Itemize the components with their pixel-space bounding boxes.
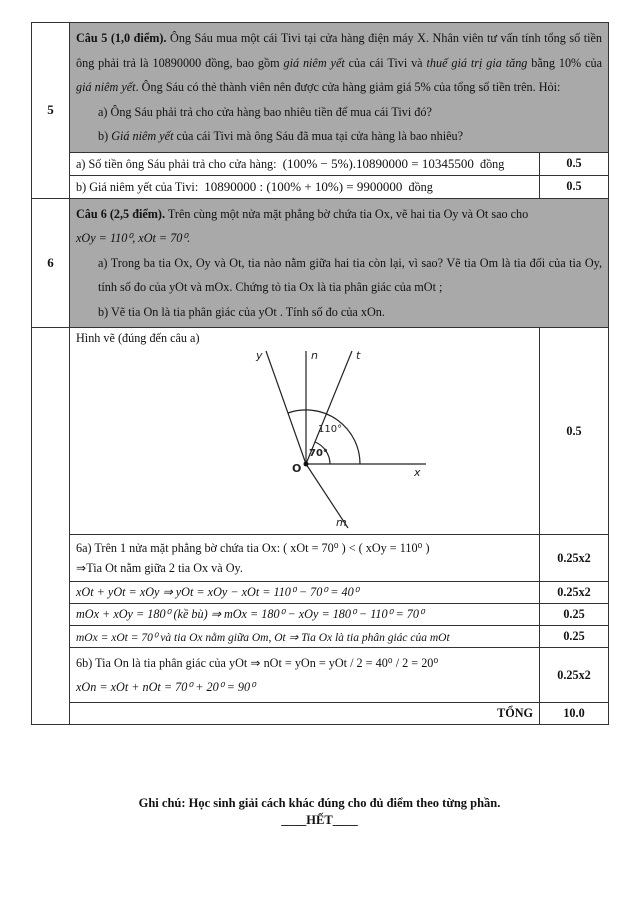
q5-answer-a-row (32, 152, 609, 175)
angle-diagram (156, 346, 456, 531)
label-o: O (292, 462, 302, 475)
q6-figure-row (32, 328, 609, 535)
q6-step1-points: 0.25x2 (540, 535, 609, 582)
angle-figure (76, 346, 533, 531)
total-value: 10.0 (540, 703, 609, 725)
label-x: x (414, 466, 421, 479)
footnote: Ghi chú: Học sinh giải cách khác đúng cho đủ điểm theo từng phần. (138, 796, 501, 810)
q6-step4: mOx = xOt = 70⁰ và tia Ox nằm giữa Om, Ot ⇒ Tia Ox là tia phân giác của mOt (70, 626, 540, 648)
q5-answer-a: a) Số tiền ông Sáu phải trả cho cửa hàng: (100% − 5%).10890000 = 10345500 đồng (70, 152, 540, 175)
q6-step4-points: 0.25 (540, 626, 609, 648)
q5-heading: Câu 5 (1,0 điểm). (76, 31, 167, 45)
q5-part-a: a) Ông Sáu phải trả cho cửa hàng bao nhiêu tiền để mua cái Tivi đó? (98, 104, 432, 119)
q6-step2-points: 0.25x2 (540, 582, 609, 604)
end-marker: ____HẾT____ (281, 813, 358, 827)
q6-step5-points: 0.25x2 (540, 648, 609, 703)
label-110: 110° (318, 424, 343, 435)
label-y: y (256, 349, 263, 362)
q6-step5-row (32, 648, 609, 703)
q6-text: Câu 6 (2,5 điểm). Trên cùng một nửa mặt phẳng bờ chứa tia Ox, vẽ hai tia Oy và Ot sao cho xOy = 110⁰, xOt = 70⁰. a) Trong ba tia Ox, Oy và Ot, tia nào nằm giữa hai tia còn lại, vì sao? Vẽ tia Om là tia đối của tia Oy, tính số đo của yOt và mOx. Chứng tỏ tia Ox là tia phân giác của mOt ; b) Vẽ tia On là tia phân giác của yOt . Tính số đo của xOn. (70, 198, 609, 328)
q6-step1-row (32, 535, 609, 582)
ray-oy (266, 351, 306, 464)
q6-step3-points: 0.25 (540, 604, 609, 626)
label-n: n (311, 349, 318, 362)
q6-figure-cell (70, 328, 540, 535)
q5-number: 5 (32, 23, 70, 199)
label-m: m (336, 516, 347, 529)
q5-question-row (32, 23, 609, 153)
q6-step2: xOt + yOt = xOy ⇒ yOt = xOy − xOt = 110⁰ − 70⁰ = 40⁰ (70, 582, 540, 604)
total-row (32, 703, 609, 725)
q6-number-spacer (32, 328, 70, 725)
point-o (304, 462, 309, 467)
label-t: t (356, 349, 361, 362)
q6-step1: 6a) Trên 1 nửa mặt phẳng bờ chứa tia Ox: ( xOt = 70⁰ ) < ( xOy = 110⁰ ) ⇒Tia Ot nằm giữa 2 tia Ox và Oy. (70, 535, 540, 582)
figure-caption: Hình vẽ (đúng đến câu a) (76, 331, 200, 345)
q6-step3: mOx + xOy = 180⁰ (kề bù) ⇒ mOx = 180⁰ − xOy = 180⁰ − 110⁰ = 70⁰ (70, 604, 540, 626)
q6-number: 6 (32, 198, 70, 328)
q6-part-a: a) Trong ba tia Ox, Oy và Ot, tia nào nằm giữa hai tia còn lại, vì sao? Vẽ tia Om là tia đối của tia Oy, tính số đo của yOt và mOx. Chứng tỏ tia Ox là tia phân giác của mOt ; (98, 255, 602, 294)
label-70: 70° (309, 448, 328, 459)
q6-part-b: b) Vẽ tia On là tia phân giác của yOt . Tính số đo của xOn. (98, 304, 385, 319)
q5-answer-b-points: 0.5 (540, 175, 609, 198)
q6-step3-row (32, 604, 609, 626)
q5-answer-b: b) Giá niêm yết của Tivi: 10890000 : (100% + 10%) = 9900000 đồng (70, 175, 540, 198)
answer-table (31, 22, 609, 725)
q6-step5: 6b) Tia On là tia phân giác của yOt ⇒ nOt = yOn = yOt / 2 = 40⁰ / 2 = 20⁰ xOn = xOt + nOt = 70⁰ + 20⁰ = 90⁰ (70, 648, 540, 703)
q6-step2-row (32, 582, 609, 604)
figure-points: 0.5 (540, 328, 609, 535)
grading-sheet (31, 22, 608, 725)
q5-answer-a-points: 0.5 (540, 152, 609, 175)
q6-step4-row (32, 626, 609, 648)
q5-part-b: b) Giá niêm yết của cái Tivi mà ông Sáu đã mua tại cửa hàng là bao nhiêu? (98, 129, 464, 143)
q5-answer-b-row (32, 175, 609, 198)
q6-question-row (32, 198, 609, 328)
q5-text: Câu 5 (1,0 điểm). Ông Sáu mua một cái Tivi tại cửa hàng điện máy X. Nhân viên tư vấn tính tổng số tiền ông phải trả là 10890000 đồng, bao gồm giá niêm yết của cái Tivi và thuế giá trị gia tăng bằng 10% của giá niêm yết. Ông Sáu có thẻ thành viên nên được cửa hàng giảm giá 5% của tổng số tiền trên. Hỏi: a) Ông Sáu phải trả cho cửa hàng bao nhiêu tiền để mua cái Tivi đó? b) Giá niêm yết của cái Tivi mà ông Sáu đã mua tại cửa hàng là bao nhiêu? (70, 23, 609, 153)
q6-given: xOy = 110⁰, xOt = 70⁰. (76, 231, 191, 245)
q6-heading: Câu 6 (2,5 điểm). (76, 206, 166, 221)
total-label: TỔNG (70, 703, 540, 725)
